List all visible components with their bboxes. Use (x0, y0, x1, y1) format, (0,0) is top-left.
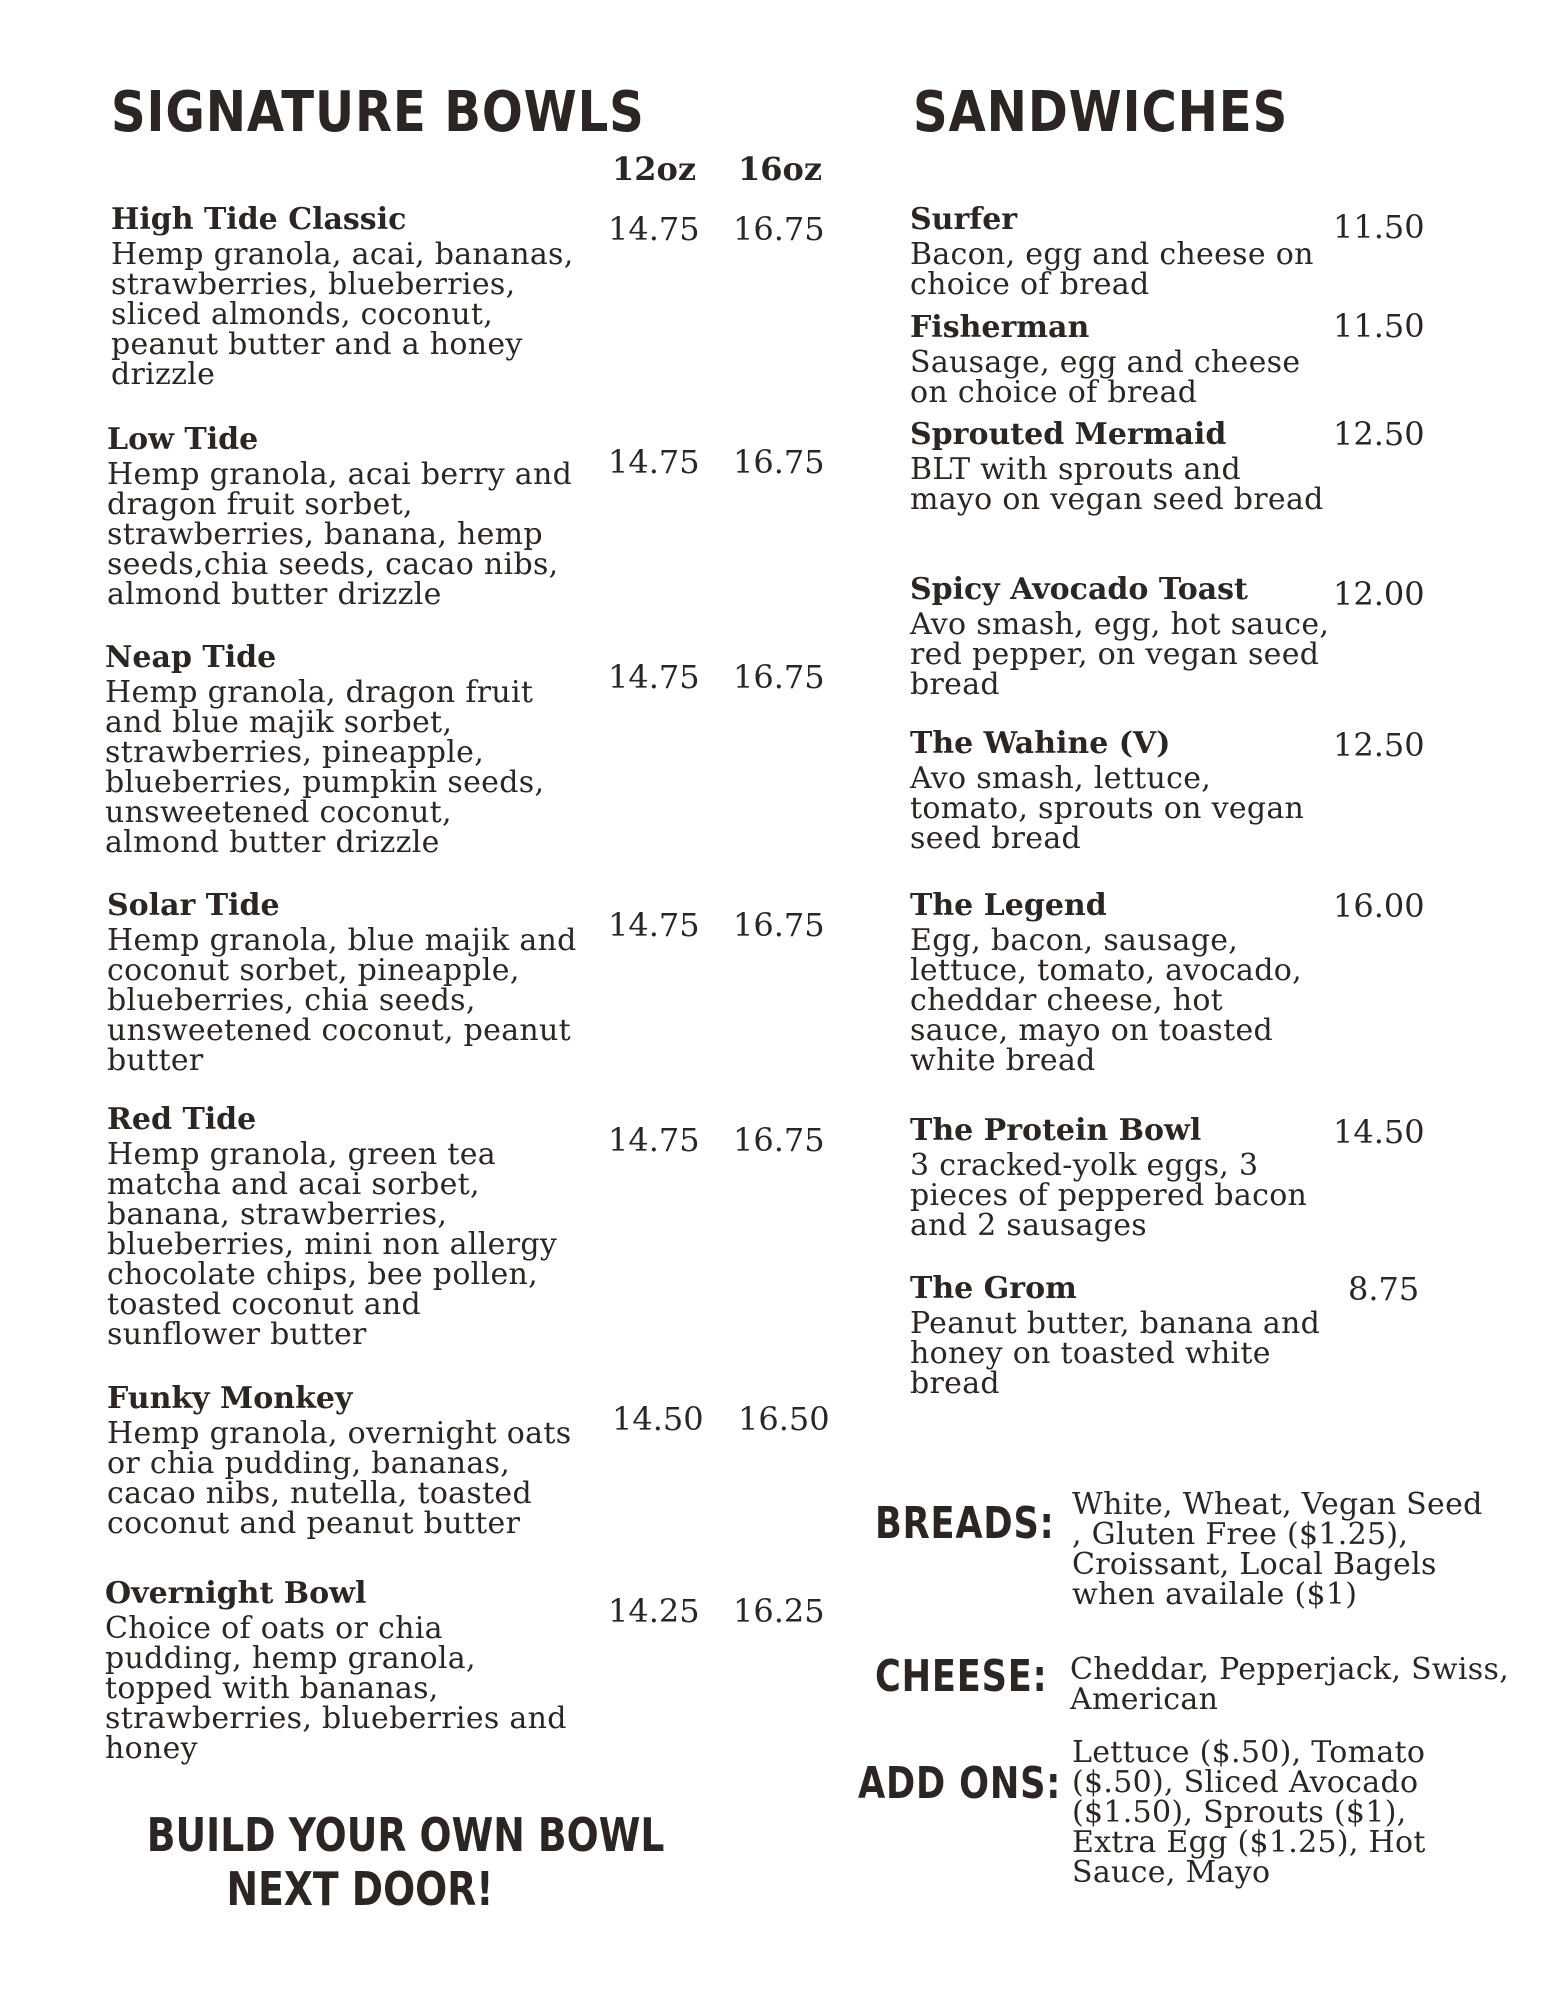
sandwich-name: Fisherman (910, 310, 1090, 345)
sandwich-price: 11.50 (1333, 307, 1425, 345)
bowl-price-12oz: 14.75 (608, 210, 700, 248)
bowl-name: High Tide Classic (111, 202, 407, 237)
sandwich-item (910, 726, 1330, 854)
sandwich-item (910, 1271, 1330, 1399)
sandwich-name: Sprouted Mermaid (910, 417, 1227, 452)
sandwich-price: 11.50 (1333, 208, 1425, 246)
bowl-name: Red Tide (107, 1102, 257, 1137)
bowl-description: Hemp granola, dragon fruit and blue majik sorbet, strawberries, pineapple, blueberries, pumpkin seeds, unsweetened coconut, almond butter drizzle (105, 675, 545, 860)
bowl-name: Neap Tide (105, 640, 277, 675)
sandwich-item (910, 202, 1330, 300)
bowl-price-12oz: 14.75 (608, 906, 700, 944)
bowl-price-16oz: 16.75 (733, 658, 825, 696)
footer-line-2: NEXT DOOR! (226, 1862, 494, 1916)
bowl-item (107, 1381, 577, 1539)
sandwich-name: The Wahine (V) (910, 726, 1171, 761)
sandwich-description: Avo smash, lettuce, tomato, sprouts on vegan seed bread (910, 761, 1305, 856)
bowl-price-16oz: 16.75 (733, 906, 825, 944)
bowl-item (107, 1102, 577, 1350)
bowl-price-12oz: 14.75 (608, 658, 700, 696)
sandwich-price: 12.50 (1333, 415, 1425, 453)
add-ons-options: Lettuce ($.50), Tomato ($.50), Sliced Avocado ($1.50), Sprouts ($1), Extra Egg ($1.25), Hot Sauce, Mayo (1072, 1735, 1426, 1890)
bowl-description: Hemp granola, green tea matcha and acai sorbet, banana, strawberries, blueberries, mini non allergy chocolate chips, bee pollen, toasted coconut and sunflower butter (107, 1137, 558, 1352)
sandwich-name: The Grom (910, 1271, 1077, 1306)
bowl-description: Choice of oats or chia pudding, hemp granola, topped with bananas, strawberries, blueberries and honey (105, 1611, 567, 1766)
bowl-name: Overnight Bowl (105, 1576, 367, 1611)
bowl-price-16oz: 16.75 (733, 210, 825, 248)
sandwich-price: 12.00 (1333, 575, 1425, 613)
bowl-item (111, 202, 581, 390)
sandwich-description: Sausage, egg and cheese on choice of bread (910, 345, 1301, 410)
sandwich-item (910, 417, 1330, 515)
size-12oz-header: 12oz (612, 150, 697, 188)
sandwich-item (910, 1113, 1330, 1241)
sandwich-item (910, 572, 1330, 700)
sandwich-description: Peanut butter, banana and honey on toasted white bread (910, 1306, 1321, 1401)
build-your-own-bowl-note (100, 1808, 665, 1916)
sandwich-description: Egg, bacon, sausage, lettuce, tomato, avocado, cheddar cheese, hot sauce, mayo on toasted white bread (910, 923, 1302, 1078)
bowl-price-16oz: 16.75 (733, 1121, 825, 1159)
sandwich-description: Avo smash, egg, hot sauce, red pepper, on vegan seed bread (910, 607, 1330, 702)
bowl-name: Solar Tide (107, 888, 280, 923)
bowl-item (107, 888, 577, 1076)
sandwich-price: 8.75 (1348, 1270, 1420, 1308)
sandwich-description: Bacon, egg and cheese on choice of bread (910, 237, 1314, 302)
cheese-label: CHEESE: (875, 1651, 1048, 1702)
sandwich-name: The Protein Bowl (910, 1113, 1202, 1148)
cheese-options: Cheddar, Pepperjack, Swiss, American (1070, 1652, 1510, 1717)
sandwich-price: 14.50 (1333, 1113, 1425, 1151)
bowl-price-12oz: 14.25 (608, 1592, 700, 1630)
sandwich-description: 3 cracked-yolk eggs, 3 pieces of peppered bacon and 2 sausages (910, 1148, 1308, 1243)
bowl-description: Hemp granola, acai berry and dragon fruit sorbet, strawberries, banana, hemp seeds,chia seeds, cacao nibs, almond butter drizzle (107, 457, 573, 612)
bowl-name: Funky Monkey (107, 1381, 353, 1416)
size-16oz-header: 16oz (738, 150, 823, 188)
bowl-item (105, 1576, 575, 1764)
bowl-description: Hemp granola, blue majik and coconut sorbet, pineapple, blueberries, chia seeds, unsweetened coconut, peanut butter (107, 923, 577, 1078)
sandwich-name: The Legend (910, 888, 1107, 923)
sandwich-name: Spicy Avocado Toast (910, 572, 1248, 607)
sandwiches-heading: SANDWICHES (913, 80, 1289, 145)
sandwich-item (910, 888, 1330, 1076)
sandwich-description: BLT with sprouts and mayo on vegan seed bread (910, 452, 1324, 517)
bowl-price-12oz: 14.75 (608, 443, 700, 481)
bowl-price-12oz: 14.50 (612, 1400, 704, 1438)
footer-line-1: BUILD YOUR OWN BOWL (146, 1808, 665, 1862)
bowls-heading: SIGNATURE BOWLS (111, 80, 645, 145)
breads-label: BREADS: (875, 1498, 1055, 1549)
breads-options: White, Wheat, Vegan Seed , Gluten Free ($1.25), Croissant, Local Bagels when availale ($1) (1072, 1487, 1483, 1612)
add-ons-label: ADD ONS: (858, 1758, 1062, 1809)
bowl-price-16oz: 16.50 (738, 1400, 830, 1438)
bowl-description: Hemp granola, overnight oats or chia pudding, bananas, cacao nibs, nutella, toasted coconut and peanut butter (107, 1416, 572, 1541)
bowl-price-12oz: 14.75 (608, 1121, 700, 1159)
sandwich-name: Surfer (910, 202, 1018, 237)
sandwich-price: 12.50 (1333, 726, 1425, 764)
bowl-item (107, 422, 577, 610)
bowl-description: Hemp granola, acai, bananas, strawberries, blueberries, sliced almonds, coconut, peanut butter and a honey drizzle (111, 237, 574, 392)
sandwich-price: 16.00 (1333, 887, 1425, 925)
bowl-name: Low Tide (107, 422, 259, 457)
sandwich-item (910, 310, 1330, 408)
bowl-item (105, 640, 575, 858)
bowl-price-16oz: 16.25 (733, 1592, 825, 1630)
bowl-price-16oz: 16.75 (733, 443, 825, 481)
